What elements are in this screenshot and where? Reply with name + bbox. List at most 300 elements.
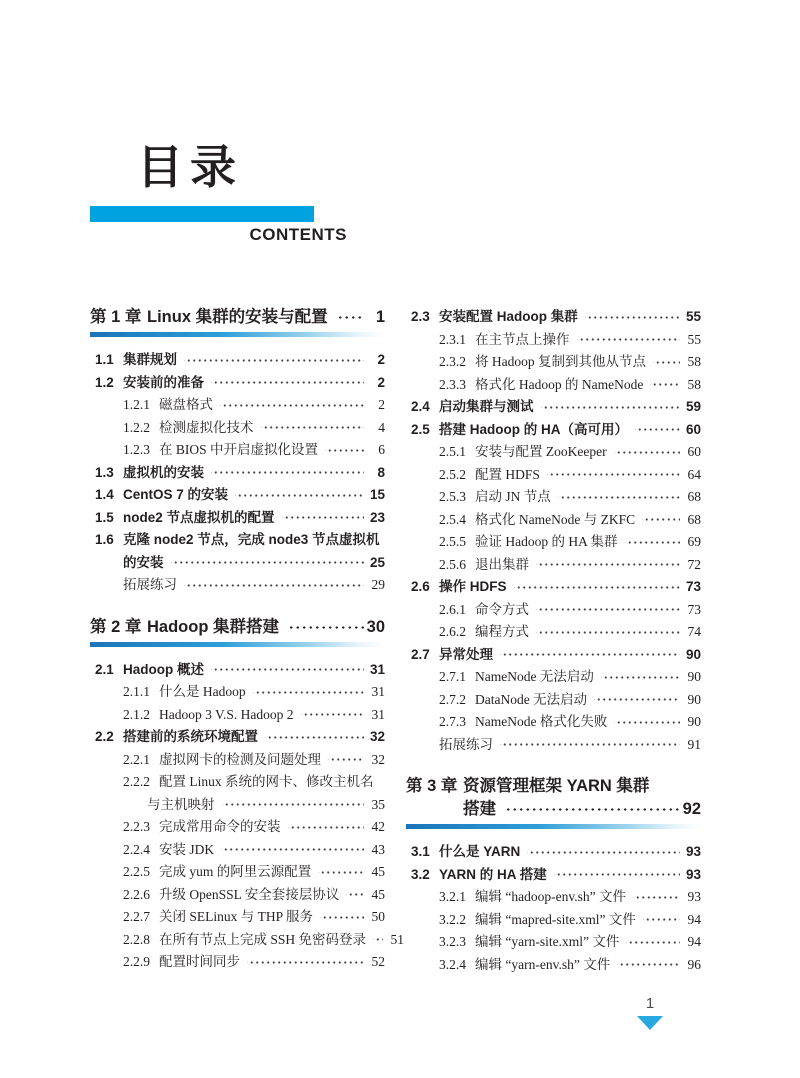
dot-leader bbox=[184, 355, 364, 366]
entry-title: 集群规划 bbox=[123, 352, 177, 367]
toc-entry-line bbox=[95, 659, 385, 682]
dot-leader bbox=[635, 424, 680, 435]
entry-title: 虚拟网卡的检测及问题处理 bbox=[159, 751, 321, 767]
entry-number: 3.2.1 bbox=[439, 889, 466, 904]
toc-entry bbox=[406, 734, 701, 757]
toc-entry bbox=[90, 439, 385, 462]
toc-entry-line bbox=[123, 749, 385, 772]
entry-title: 安装 JDK bbox=[159, 841, 215, 857]
entry-page-number: 29 bbox=[371, 577, 385, 592]
entry-title: 格式化 NameNode 与 ZKFC bbox=[475, 511, 636, 527]
dot-leader bbox=[536, 604, 680, 615]
entry-number: 1.3 bbox=[95, 464, 114, 480]
toc-entry bbox=[406, 419, 701, 442]
entry-page-number: 93 bbox=[685, 866, 701, 882]
toc-entry-line bbox=[123, 794, 385, 817]
entry-page-number: 31 bbox=[369, 661, 385, 677]
dot-leader bbox=[633, 892, 680, 903]
toc-entry bbox=[90, 771, 385, 816]
toc-entry-line bbox=[123, 704, 385, 727]
entry-page-number: 90 bbox=[687, 714, 701, 729]
entry-title: 启动 JN 节点 bbox=[475, 489, 551, 504]
entry-page-number: 69 bbox=[687, 534, 701, 549]
entry-title: 完成常用命令的安装 bbox=[159, 819, 281, 834]
entry-title: 操作 HDFS bbox=[439, 579, 507, 594]
entry-title: node2 节点虚拟机的配置 bbox=[123, 509, 275, 525]
toc-entry-line bbox=[95, 349, 385, 372]
dot-leader bbox=[650, 379, 680, 390]
entry-number: 2.3 bbox=[411, 309, 430, 324]
entry-number: 2.5.2 bbox=[439, 466, 466, 482]
entry-number: 3.2.4 bbox=[439, 956, 466, 972]
toc-entry bbox=[406, 864, 701, 887]
triangle-down-icon bbox=[637, 1016, 663, 1030]
toc-entry bbox=[406, 909, 701, 932]
entry-number: 1.2 bbox=[95, 374, 114, 390]
entry-page-number: 90 bbox=[687, 691, 701, 707]
dot-leader bbox=[286, 622, 364, 633]
toc-entry-line bbox=[95, 552, 385, 575]
dot-leader bbox=[577, 334, 681, 345]
entry-page-number: 55 bbox=[687, 331, 701, 347]
toc-entry bbox=[90, 704, 385, 727]
entry-number: 2.6.1 bbox=[439, 601, 466, 617]
dot-leader bbox=[601, 672, 680, 683]
toc-entry bbox=[90, 884, 385, 907]
entry-title: 编辑 “mapred-site.xml” 文件 bbox=[475, 911, 636, 927]
dot-leader bbox=[235, 490, 364, 501]
entry-title: 升级 OpenSSL 安全套接层协议 bbox=[159, 886, 340, 902]
toc-entry-line bbox=[123, 839, 385, 862]
dot-leader bbox=[221, 844, 364, 855]
entry-title: 命令方式 bbox=[475, 601, 529, 617]
toc-entry-line bbox=[439, 351, 701, 374]
entry-title: 克隆 node2 节点，完成 node3 节点虚拟机 bbox=[123, 532, 380, 547]
toc-entry bbox=[90, 839, 385, 862]
toc-entry-line bbox=[123, 771, 385, 794]
entry-title: 编辑 “hadoop-env.sh” 文件 bbox=[475, 889, 626, 904]
toc-entry bbox=[90, 616, 385, 647]
toc-entry bbox=[90, 861, 385, 884]
entry-title: 异常处理 bbox=[439, 646, 493, 662]
toc-entry-line bbox=[439, 329, 701, 352]
entry-page-number: 8 bbox=[377, 464, 385, 480]
toc-entry-line bbox=[123, 951, 385, 974]
entry-number: 2.7 bbox=[411, 646, 430, 662]
toc-entry bbox=[90, 574, 385, 597]
entry-title: Linux 集群的安装与配置 bbox=[147, 308, 328, 326]
entry-number: 2.1.1 bbox=[123, 684, 150, 699]
toc-entry-line bbox=[95, 372, 385, 395]
entry-page-number: 93 bbox=[685, 844, 701, 859]
entry-title: 检测虚拟化技术 bbox=[159, 419, 254, 435]
entry-page-number: 72 bbox=[687, 556, 701, 572]
dot-leader bbox=[211, 664, 364, 675]
dot-leader bbox=[527, 847, 680, 858]
toc-entry-line bbox=[439, 531, 701, 554]
footer-page-number: 1 bbox=[645, 995, 655, 1012]
entry-title-continued: 搭建 bbox=[463, 800, 496, 818]
entry-number: 3.2.3 bbox=[439, 934, 466, 949]
toc-entry-line bbox=[411, 396, 701, 419]
dot-leader bbox=[514, 582, 681, 593]
entry-title: 完成 yum 的阿里云源配置 bbox=[159, 864, 312, 879]
toc-entry-line bbox=[439, 666, 701, 689]
entry-number: 2.2.4 bbox=[123, 841, 150, 857]
toc-entry bbox=[90, 417, 385, 440]
entry-title: 验证 Hadoop 的 HA 集群 bbox=[475, 534, 618, 549]
toc-entry-line bbox=[439, 689, 701, 712]
entry-number: 2.1 bbox=[95, 661, 114, 677]
entry-number: 2.7.3 bbox=[439, 714, 466, 729]
toc-entry-line bbox=[439, 621, 701, 644]
entry-title: 配置 HDFS bbox=[475, 466, 540, 482]
entry-page-number: 58 bbox=[687, 376, 701, 392]
toc-entry-line bbox=[95, 507, 385, 530]
entry-title: 将 Hadoop 复制到其他从节点 bbox=[475, 354, 646, 369]
entry-page-number: 58 bbox=[687, 354, 701, 369]
toc-entry bbox=[406, 306, 701, 329]
toc-entry bbox=[90, 372, 385, 395]
dot-leader bbox=[253, 687, 364, 698]
toc-entry bbox=[406, 351, 701, 374]
entry-number: 3.1 bbox=[411, 844, 430, 859]
dot-leader bbox=[503, 804, 680, 815]
toc-entry-line bbox=[411, 419, 701, 442]
toc-entry bbox=[406, 554, 701, 577]
entry-title: 安装配置 Hadoop 集群 bbox=[439, 309, 578, 324]
toc-entry bbox=[406, 954, 701, 977]
entry-page-number: 74 bbox=[687, 624, 701, 639]
dot-leader bbox=[500, 739, 680, 750]
toc-entry bbox=[406, 576, 701, 599]
entry-number: 2.3.1 bbox=[439, 331, 466, 347]
toc-entry-line bbox=[439, 441, 701, 464]
dot-leader bbox=[265, 732, 364, 743]
entry-number: 2.2.6 bbox=[123, 886, 150, 902]
entry-title: 配置 Linux 系统的网卡、修改主机名 bbox=[159, 774, 374, 789]
entry-page-number: 59 bbox=[685, 399, 701, 414]
entry-title: 编程方式 bbox=[475, 624, 529, 639]
entry-title: 拓展练习 bbox=[123, 577, 177, 592]
contents-subtitle: CONTENTS bbox=[249, 225, 347, 244]
dot-leader bbox=[184, 580, 364, 591]
toc-entry bbox=[90, 484, 385, 507]
entry-number: 1.4 bbox=[95, 487, 114, 502]
dot-leader bbox=[500, 649, 680, 660]
toc-entry-line bbox=[95, 462, 385, 485]
entry-page-number: 31 bbox=[371, 706, 385, 722]
entry-number: 第 3 章 bbox=[406, 777, 458, 795]
entry-title: 安装与配置 ZooKeeper bbox=[475, 444, 607, 459]
entry-number: 3.2.2 bbox=[439, 911, 466, 927]
toc-entry-line bbox=[123, 816, 385, 839]
entry-number: 1.1 bbox=[95, 352, 114, 367]
entry-title: 在主节点上操作 bbox=[475, 331, 570, 347]
entry-page-number: 50 bbox=[371, 909, 385, 924]
entry-page-number: 2 bbox=[377, 352, 385, 367]
toc-entry bbox=[406, 374, 701, 397]
entry-page-number: 35 bbox=[371, 796, 385, 812]
entry-page-number: 42 bbox=[371, 819, 385, 834]
dot-leader bbox=[653, 357, 680, 368]
entry-title: YARN 的 HA 搭建 bbox=[439, 866, 547, 882]
toc-entry bbox=[90, 349, 385, 372]
entry-page-number: 32 bbox=[369, 729, 385, 744]
entry-page-number: 51 bbox=[390, 931, 405, 947]
toc-entry-line bbox=[439, 711, 701, 734]
toc-entry bbox=[90, 529, 385, 574]
toc-entry-line bbox=[439, 374, 701, 397]
entry-number: 1.2.3 bbox=[123, 442, 150, 457]
dot-leader bbox=[325, 445, 364, 456]
dot-leader bbox=[373, 934, 383, 945]
entry-page-number: 1 bbox=[375, 308, 385, 326]
dot-leader bbox=[626, 937, 680, 948]
entry-page-number: 45 bbox=[371, 886, 385, 902]
toc-entry-line bbox=[123, 394, 385, 417]
toc-entry-line bbox=[123, 439, 385, 462]
entry-page-number: 60 bbox=[685, 421, 701, 437]
entry-number: 第 1 章 bbox=[90, 308, 142, 326]
dot-leader bbox=[536, 627, 680, 638]
toc-entry-line bbox=[95, 529, 385, 552]
dot-leader bbox=[541, 402, 681, 413]
toc-entry bbox=[406, 689, 701, 712]
entry-number: 2.3.2 bbox=[439, 354, 466, 369]
toc-entry-line bbox=[406, 798, 701, 821]
entry-page-number: 15 bbox=[369, 487, 385, 502]
dot-leader bbox=[261, 422, 365, 433]
toc-entry bbox=[406, 464, 701, 487]
entry-number: 1.2.2 bbox=[123, 419, 150, 435]
toc-entry bbox=[406, 886, 701, 909]
entry-page-number: 90 bbox=[687, 669, 701, 684]
entry-page-number: 93 bbox=[687, 889, 701, 904]
dot-leader bbox=[346, 889, 364, 900]
dot-leader bbox=[220, 400, 364, 411]
entry-page-number: 45 bbox=[371, 864, 385, 879]
entry-title: 编辑 “yarn-site.xml” 文件 bbox=[475, 934, 620, 949]
entry-number: 1.6 bbox=[95, 532, 114, 547]
entry-title: 启动集群与测试 bbox=[439, 399, 534, 414]
dot-leader bbox=[617, 959, 680, 970]
entry-title: 退出集群 bbox=[475, 556, 529, 572]
toc-entry bbox=[90, 462, 385, 485]
entry-title: 格式化 Hadoop 的 NameNode bbox=[475, 376, 644, 392]
entry-title-continued: 的安装 bbox=[123, 554, 164, 570]
entry-number: 2.5.5 bbox=[439, 534, 466, 549]
entry-page-number: 2 bbox=[378, 397, 385, 412]
dot-leader bbox=[288, 822, 365, 833]
entry-number: 2.6.2 bbox=[439, 624, 466, 639]
entry-title: 什么是 YARN bbox=[439, 844, 521, 859]
entry-title-continued: 与主机映射 bbox=[147, 796, 215, 812]
toc-entry-line bbox=[90, 306, 385, 329]
dot-leader bbox=[558, 492, 680, 503]
dot-leader bbox=[585, 312, 680, 323]
toc-entry-line bbox=[439, 509, 701, 532]
entry-title: 虚拟机的安装 bbox=[123, 464, 204, 480]
toc-entry-line bbox=[406, 775, 701, 798]
dot-leader bbox=[554, 869, 680, 880]
entry-page-number: 90 bbox=[685, 646, 701, 662]
toc-entry-line bbox=[439, 954, 701, 977]
entry-page-number: 30 bbox=[366, 617, 385, 636]
dot-leader bbox=[211, 377, 364, 388]
dot-leader bbox=[625, 537, 681, 548]
toc-entry-line bbox=[95, 726, 385, 749]
entry-page-number: 4 bbox=[378, 419, 385, 435]
toc-entry bbox=[406, 666, 701, 689]
toc-entry-line bbox=[123, 884, 385, 907]
entry-number: 2.2.3 bbox=[123, 819, 150, 834]
toc-entry bbox=[406, 621, 701, 644]
toc-entry-line bbox=[123, 906, 385, 929]
toc-entry bbox=[90, 929, 405, 952]
toc-entry-line bbox=[123, 574, 385, 597]
entry-number: 2.5.1 bbox=[439, 444, 466, 459]
toc-entry bbox=[406, 775, 701, 829]
entry-title: 关闭 SELinux 与 THP 服务 bbox=[159, 909, 314, 924]
toc-entry bbox=[90, 906, 385, 929]
entry-page-number: 43 bbox=[371, 841, 385, 857]
entry-page-number: 6 bbox=[378, 442, 385, 457]
entry-page-number: 25 bbox=[369, 554, 385, 570]
toc-entry bbox=[90, 681, 385, 704]
toc-entry bbox=[406, 396, 701, 419]
entry-number: 2.2.1 bbox=[123, 751, 150, 767]
dot-leader bbox=[282, 512, 364, 523]
entry-page-number: 23 bbox=[369, 509, 385, 525]
entry-page-number: 94 bbox=[687, 911, 701, 927]
entry-page-number: 94 bbox=[687, 934, 701, 949]
entry-title: 在 BIOS 中开启虚拟化设置 bbox=[159, 442, 319, 457]
toc-entry bbox=[406, 329, 701, 352]
toc-entry-line bbox=[123, 929, 405, 952]
toc-column-left bbox=[90, 306, 405, 976]
toc-entry bbox=[90, 951, 385, 974]
entry-title: 搭建前的系统环境配置 bbox=[123, 729, 258, 744]
toc-entry-line bbox=[439, 734, 701, 757]
toc-entry bbox=[90, 749, 385, 772]
entry-page-number: 31 bbox=[371, 684, 385, 699]
accent-bar bbox=[90, 206, 314, 222]
toc-entry-line bbox=[123, 417, 385, 440]
entry-page-number: 91 bbox=[687, 736, 701, 752]
toc-entry-line bbox=[439, 909, 701, 932]
toc-column-right bbox=[406, 306, 701, 976]
entry-number: 1.2.1 bbox=[123, 397, 150, 412]
entry-title: 配置时间同步 bbox=[159, 954, 240, 969]
entry-number: 2.2.5 bbox=[123, 864, 150, 879]
toc-entry bbox=[90, 816, 385, 839]
entry-number: 2.2.7 bbox=[123, 909, 150, 924]
toc-entry-line bbox=[411, 841, 701, 864]
entry-page-number: 68 bbox=[687, 489, 701, 504]
entry-title: Hadoop 3 V.S. Hadoop 2 bbox=[159, 706, 294, 722]
dot-leader bbox=[222, 799, 365, 810]
dot-leader bbox=[171, 557, 365, 568]
entry-page-number: 60 bbox=[687, 444, 701, 459]
toc-entry bbox=[406, 711, 701, 734]
toc-entry-line bbox=[411, 864, 701, 887]
entry-title: Hadoop 集群搭建 bbox=[147, 617, 279, 636]
toc-entry bbox=[406, 644, 701, 667]
page-title: 目录 bbox=[137, 141, 243, 193]
dot-leader bbox=[642, 514, 680, 525]
toc-entry-line bbox=[439, 599, 701, 622]
entry-number: 2.5.3 bbox=[439, 489, 466, 504]
toc-entry bbox=[406, 931, 701, 954]
entry-title: 在所有节点上完成 SSH 免密码登录 bbox=[159, 931, 367, 947]
dot-leader bbox=[335, 312, 364, 323]
entry-number: 2.5.4 bbox=[439, 511, 466, 527]
entry-title: NameNode 无法启动 bbox=[475, 669, 594, 684]
toc-entry-line bbox=[439, 464, 701, 487]
entry-number: 2.1.2 bbox=[123, 706, 150, 722]
dot-leader bbox=[318, 867, 364, 878]
dot-leader bbox=[614, 717, 680, 728]
toc-entry-line bbox=[90, 616, 385, 639]
toc-entry-line bbox=[439, 554, 701, 577]
entry-number: 2.4 bbox=[411, 399, 430, 414]
entry-title: 磁盘格式 bbox=[159, 397, 213, 412]
entry-title: Hadoop 概述 bbox=[123, 661, 204, 677]
entry-page-number: 52 bbox=[371, 954, 385, 969]
entry-title: 什么是 Hadoop bbox=[159, 684, 246, 699]
entry-title: 资源管理框架 YARN 集群 bbox=[463, 777, 650, 795]
toc-entry-line bbox=[439, 931, 701, 954]
toc-entry bbox=[406, 509, 701, 532]
entry-title: 拓展练习 bbox=[439, 736, 493, 752]
entry-page-number: 73 bbox=[687, 601, 701, 617]
dot-leader bbox=[247, 957, 364, 968]
entry-page-number: 92 bbox=[682, 800, 701, 818]
entry-page-number: 2 bbox=[377, 374, 385, 390]
entry-title: 编辑 “yarn-env.sh” 文件 bbox=[475, 956, 611, 972]
dot-leader bbox=[547, 469, 680, 480]
toc-entry-line bbox=[123, 861, 385, 884]
entry-page-number: 73 bbox=[685, 579, 701, 594]
toc-entry-line bbox=[123, 681, 385, 704]
entry-page-number: 96 bbox=[687, 956, 701, 972]
chapter-underline bbox=[90, 642, 385, 647]
entry-page-number: 64 bbox=[687, 466, 701, 482]
entry-number: 2.6 bbox=[411, 579, 430, 594]
entry-number: 3.2 bbox=[411, 866, 430, 882]
entry-page-number: 68 bbox=[687, 511, 701, 527]
dot-leader bbox=[536, 559, 680, 570]
toc-columns bbox=[90, 306, 704, 976]
toc-entry bbox=[406, 841, 701, 864]
dot-leader bbox=[643, 914, 680, 925]
dot-leader bbox=[301, 709, 364, 720]
entry-number: 2.2.2 bbox=[123, 774, 150, 789]
dot-leader bbox=[614, 447, 680, 458]
chapter-underline bbox=[406, 824, 701, 829]
toc-entry bbox=[90, 394, 385, 417]
toc-entry-line bbox=[439, 886, 701, 909]
toc-entry bbox=[406, 531, 701, 554]
entry-number: 2.3.3 bbox=[439, 376, 466, 392]
dot-leader bbox=[211, 467, 364, 478]
toc-entry bbox=[406, 441, 701, 464]
entry-number: 2.7.1 bbox=[439, 669, 466, 684]
entry-title: 安装前的准备 bbox=[123, 374, 204, 390]
chapter-underline bbox=[90, 332, 385, 337]
entry-title: CentOS 7 的安装 bbox=[123, 487, 229, 502]
